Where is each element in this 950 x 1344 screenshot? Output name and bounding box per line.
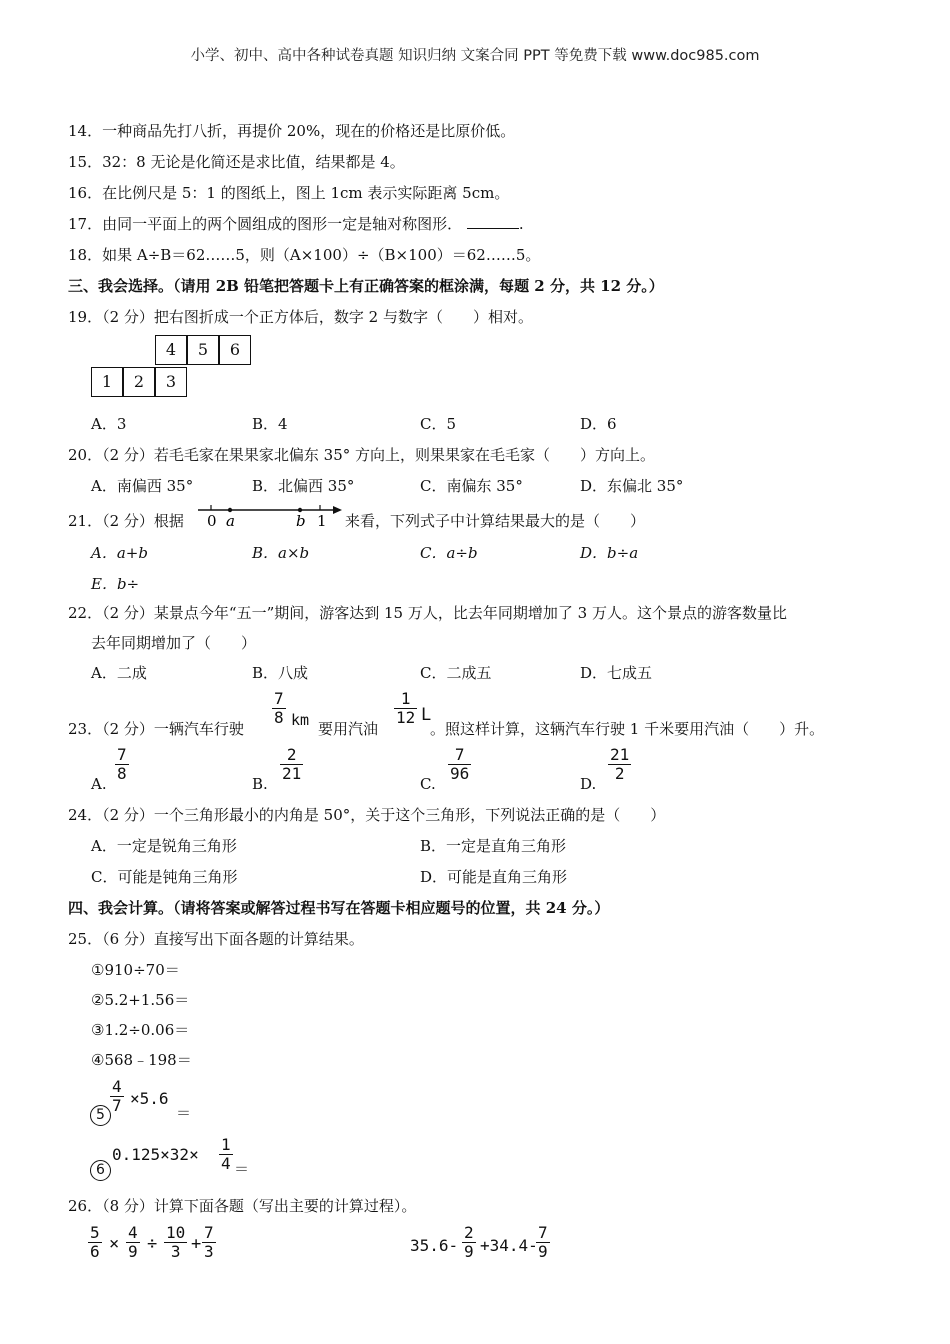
question-18: 18．如果 A÷B＝62……5，则（A×100）÷（B×100）＝62……5。	[68, 246, 541, 264]
q26-e1-fraction-1: 5 6	[90, 1223, 100, 1261]
question-15: 15．32：8 无论是化简还是求比值，结果都是 4。	[68, 153, 405, 171]
q19-option-c[interactable]: C．5	[420, 415, 457, 433]
q23-option-b-fraction[interactable]: 2 21	[282, 745, 302, 783]
number-line-arrow	[333, 506, 342, 514]
question-21-stem-b: 来看，下列式子中计算结果最大的是（ ）	[345, 512, 646, 530]
section-4-heading: 四、我会计算。（请将答案或解答过程书写在答题卡相应题号的位置，共 24 分。）	[68, 899, 610, 917]
q19-option-d[interactable]: D．6	[580, 415, 617, 433]
q24-option-b[interactable]: B．一定是直角三角形	[420, 837, 567, 855]
q20-option-c[interactable]: C．南偏东 35°	[420, 477, 523, 495]
fraction-1-12	[394, 690, 417, 727]
q23-option-c-fraction[interactable]: 7 96	[450, 745, 470, 783]
q25-item-6-equals: ＝	[234, 1160, 250, 1178]
answer-blank[interactable]	[467, 216, 519, 229]
fraction-7-8	[272, 690, 286, 727]
label-b: b	[296, 512, 306, 530]
q26-e1-fraction-3: 10 3	[166, 1223, 186, 1261]
q25-item-5-rest: ×5.6	[130, 1089, 169, 1108]
denominator: 12	[396, 708, 416, 727]
q20-option-d[interactable]: D．东偏北 35°	[580, 477, 684, 495]
q21-option-c[interactable]: C．a÷b	[420, 544, 478, 562]
label-a: a	[226, 512, 235, 530]
q24-option-c[interactable]: C．可能是钝角三角形	[91, 868, 238, 886]
q25-item-1: ①910÷70＝	[91, 961, 180, 979]
question-23-stem-c: 。照这样计算，这辆汽车行驶 1 千米要用汽油（ ）升。	[430, 720, 825, 738]
q26-e1-op-3: +	[191, 1234, 202, 1254]
q25-item-6-fraction: 1 4	[221, 1135, 231, 1173]
q25-item-5-fraction: 4 7	[112, 1077, 122, 1115]
question-23-stem-a: 23．（2 分）一辆汽车行驶	[68, 720, 244, 738]
question-21-stem-a: 21．（2 分）根据	[68, 512, 184, 530]
q26-e2-fraction-2: 7 9	[538, 1223, 548, 1261]
q19-option-b[interactable]: B．4	[252, 415, 288, 433]
q23-option-d-label[interactable]: D.	[580, 775, 597, 793]
q26-e2-mid: +34.4-	[480, 1236, 538, 1255]
unit-liter: L	[421, 705, 432, 725]
label-one: 1	[317, 512, 327, 530]
q23-option-c-label[interactable]: C.	[420, 775, 436, 793]
number-line-figure	[196, 500, 346, 530]
q23-option-d-fraction[interactable]: 21 2	[610, 745, 630, 783]
q21-option-a[interactable]: A．a+b	[91, 544, 148, 562]
net-cell-1: 1	[91, 367, 123, 397]
q23-option-a-fraction[interactable]: 7 8	[117, 745, 127, 783]
q25-item-6-marker: 6	[90, 1160, 111, 1181]
numerator: 1	[400, 689, 411, 708]
q22-option-b[interactable]: B．八成	[252, 664, 309, 682]
q22-option-a[interactable]: A．二成	[91, 664, 147, 682]
question-14: 14．一种商品先打八折，再提价 20%，现在的价格还是比原价低。	[68, 122, 516, 140]
net-cell-2: 2	[123, 367, 155, 397]
q21-option-e[interactable]: E．b÷	[91, 575, 140, 593]
question-22-line-1: 22．（2 分）某景点今年“五一”期间，游客达到 15 万人，比去年同期增加了 3 万人。这个景点的游客数量比	[68, 604, 787, 622]
net-cell-4: 4	[155, 335, 187, 365]
q25-item-5-equals: ＝	[176, 1104, 192, 1122]
question-17	[68, 213, 524, 234]
q20-option-a[interactable]: A．南偏西 35°	[91, 477, 194, 495]
q25-item-4: ④568﹣198＝	[91, 1051, 192, 1069]
q26-e1-op-2: ÷	[147, 1234, 158, 1254]
q20-option-b[interactable]: B．北偏西 35°	[252, 477, 355, 495]
denominator: 8	[274, 708, 284, 727]
q22-option-d[interactable]: D．七成五	[580, 664, 653, 682]
q23-option-b-label[interactable]: B.	[252, 775, 268, 793]
numerator: 7	[274, 689, 284, 708]
q21-option-d[interactable]: D．b÷a	[580, 544, 639, 562]
q26-e2-fraction-1: 2 9	[464, 1223, 474, 1261]
q26-e1-fraction-2: 4 9	[128, 1223, 138, 1261]
page-header: 小学、初中、高中各种试卷真题 知识归纳 文案合同 PPT 等免费下载 www.doc985.com	[190, 48, 760, 64]
q23-option-a-label[interactable]: A.	[91, 775, 107, 793]
q19-option-a[interactable]: A．3	[91, 415, 127, 433]
question-23-stem-b: 要用汽油	[318, 720, 379, 738]
q26-e2-lead: 35.6-	[410, 1236, 459, 1255]
question-24-stem: 24．（2 分）一个三角形最小的内角是 50°，关于这个三角形，下列说法正确的是（ ）	[68, 806, 666, 824]
q26-e1-fraction-4: 7 3	[204, 1223, 214, 1261]
net-cell-5: 5	[187, 335, 219, 365]
section-3-heading: 三、我会选择。（请用 2B 铅笔把答题卡上有正确答案的框涂满，每题 2 分，共 12 分。）	[68, 277, 664, 295]
question-16: 16．在比例尺是 5：1 的图纸上，图上 1cm 表示实际距离 5cm。	[68, 184, 510, 202]
question-22-line-2: 去年同期增加了（ ）	[91, 634, 257, 652]
q22-option-c[interactable]: C．二成五	[420, 664, 492, 682]
net-cell-6: 6	[219, 335, 251, 365]
q25-item-6-lead: 0.125×32×	[112, 1145, 199, 1164]
label-zero: 0	[207, 512, 217, 530]
q26-e1-op-1: ×	[109, 1234, 120, 1254]
question-25-stem: 25．（6 分）直接写出下面各题的计算结果。	[68, 930, 364, 948]
question-17-end: .	[518, 215, 524, 233]
q25-item-5-marker: 5	[90, 1105, 111, 1126]
q21-option-b[interactable]: B．a×b	[252, 544, 310, 562]
q25-item-3: ③1.2÷0.06＝	[91, 1021, 190, 1039]
question-17-text: 17．由同一平面上的两个圆组成的图形一定是轴对称图形．	[68, 215, 463, 233]
question-26-stem: 26．（8 分）计算下面各题（写出主要的计算过程）。	[68, 1197, 417, 1215]
question-20-stem: 20．（2 分）若毛毛家在果果家北偏东 35° 方向上，则果果家在毛毛家（ ）方向上。	[68, 446, 656, 464]
question-19-stem: 19．（2 分）把右图折成一个正方体后，数字 2 与数字（ ）相对。	[68, 308, 533, 326]
q25-item-2: ②5.2+1.56＝	[91, 991, 190, 1009]
unit-km: km	[291, 711, 310, 729]
net-cell-3: 3	[155, 367, 187, 397]
q24-option-d[interactable]: D．可能是直角三角形	[420, 868, 568, 886]
q24-option-a[interactable]: A．一定是锐角三角形	[91, 837, 237, 855]
